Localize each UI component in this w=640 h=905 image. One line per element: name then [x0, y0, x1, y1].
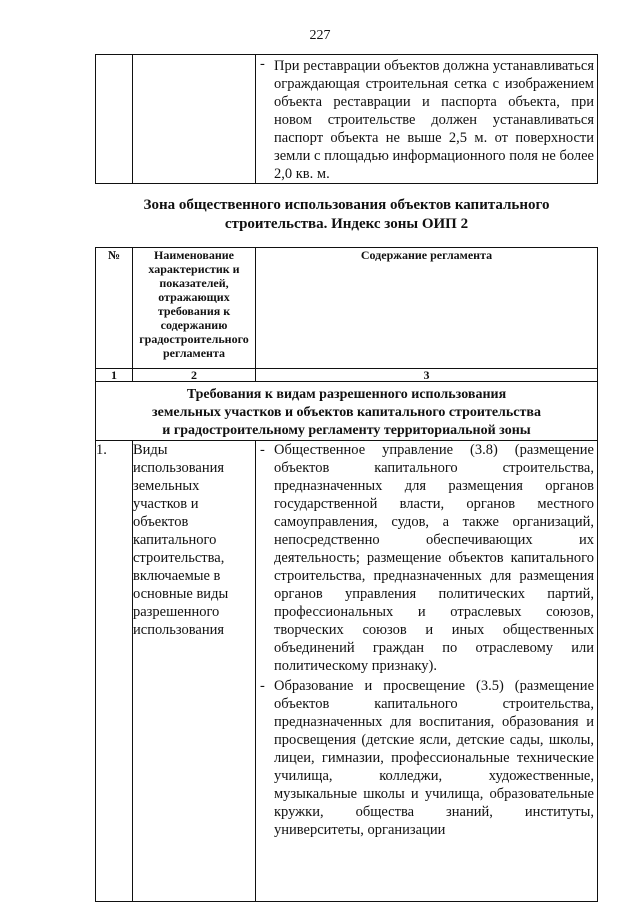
page-number: 227	[309, 28, 331, 43]
list-dash: -	[260, 56, 265, 72]
zone-title	[95, 196, 598, 234]
list-dash: -	[260, 678, 265, 694]
section-heading	[96, 382, 598, 441]
regulation-table	[95, 247, 598, 902]
list-item	[256, 677, 597, 839]
header-number: №	[96, 248, 133, 369]
list-item-text: Образование и просвещение (3.5) (размещение объектов капитального строительства, предназначенных для воспитания, образования и просвещения (детские ясли, детские сады, школы, лицеи, гимназии, профессиональные технические училища, колледжи, художественные, музыкальные школы и училища, образовательные кружки, общества знаний, институты, университеты, организации	[274, 678, 594, 838]
continuation-text: При реставрации объектов должна устанавливаться ограждающая строительная сетка с изображением объекта реставрации и паспорта объекта, при новом строительстве должен устанавливаться паспорт объекта не выше 2,5 м. от поверхности земли с площадью информационного поля не более 2,0 кв. м.	[274, 58, 594, 182]
row-content-cell	[256, 441, 598, 902]
column-number-row	[96, 369, 598, 382]
header-content: Содержание регламента	[256, 248, 598, 369]
list-item	[256, 441, 597, 675]
row-number: 1.	[96, 441, 133, 902]
header-characteristics: Наименование характеристик и показателей, отражающих требования к содержанию градостроительного регламента	[133, 248, 256, 369]
list-item-text: Общественное управление (3.8) (размещение объектов капитального строительства, предназначенных для размещения органов государственной власти, органов местного самоуправления, судов, а также организаций, непосредственно обеспечивающих их деятельность; размещение объектов капитального строительства, предназначенных для размещения органов управления политических партий, профессиональных и отраслевых союзов, творческих союзов и иных общественных объединений граждан по отраслевому или политическому признаку).	[274, 442, 594, 674]
row-characteristic-name: Виды использования земельных участков и объектов капитального строительства, включаемые в основные виды разрешенного использования	[133, 441, 256, 902]
continuation-table	[95, 54, 598, 184]
continuation-number-cell	[96, 55, 133, 184]
section-heading-line2: земельных участков и объектов капитального строительства	[152, 405, 541, 420]
continuation-paragraph	[256, 55, 597, 183]
zone-title-line1: Зона общественного использования объектов капитального	[143, 197, 550, 213]
continuation-name-cell	[133, 55, 256, 184]
section-heading-line1: Требования к видам разрешенного использования	[186, 387, 507, 402]
continuation-content-cell	[256, 55, 598, 184]
section-heading-row	[96, 382, 598, 441]
header-row	[96, 248, 598, 369]
column-number-3: 3	[256, 369, 598, 382]
table-row	[96, 441, 598, 902]
column-number-2: 2	[133, 369, 256, 382]
zone-title-line2: строительства. Индекс зоны ОИП 2	[224, 216, 469, 232]
column-number-1: 1	[96, 369, 133, 382]
section-heading-line3: и градостроительному регламенту территориальной зоны	[162, 423, 531, 438]
list-dash: -	[260, 442, 265, 458]
